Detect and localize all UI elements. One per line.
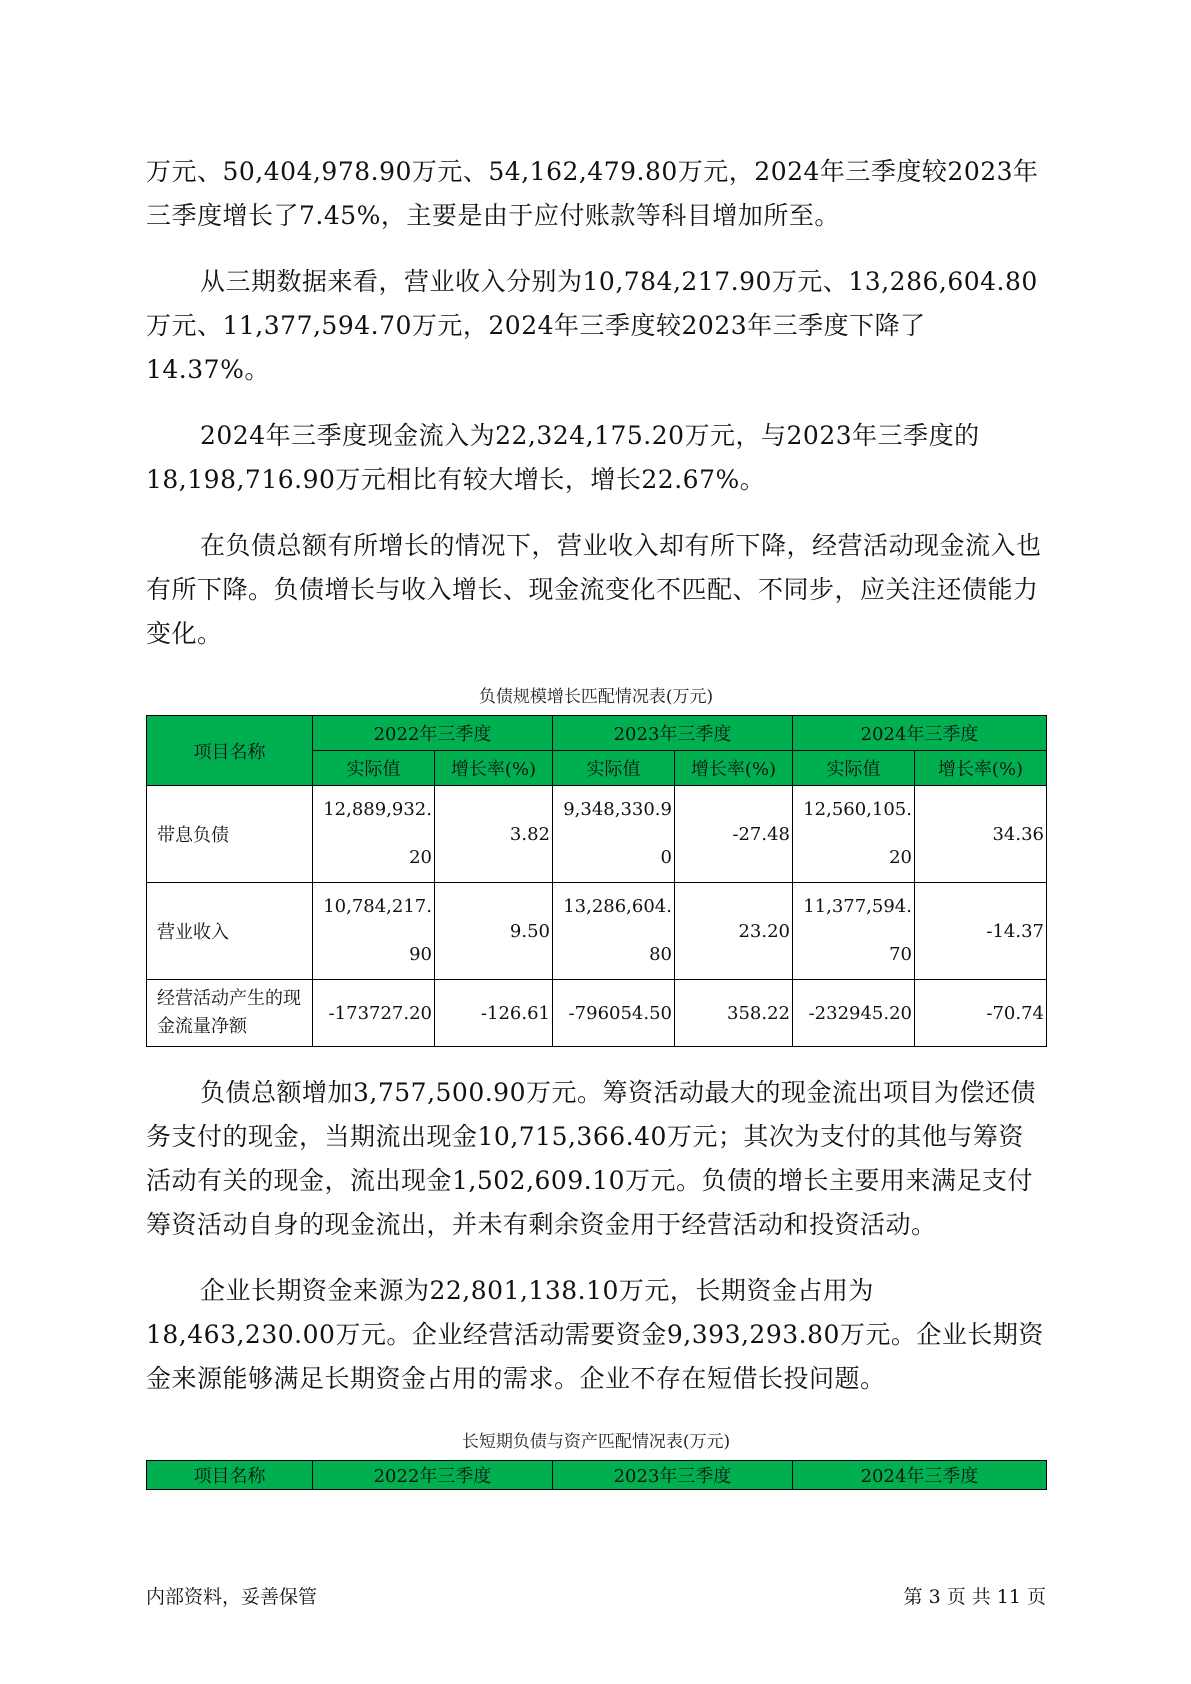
cell-value: -70.74 — [915, 980, 1047, 1047]
cell-value: -27.48 — [675, 786, 793, 883]
page-number: 第 3 页 共 11 页 — [903, 1586, 1046, 1608]
cell-value: 34.36 — [915, 786, 1047, 883]
col-header-period-2: 2023年三季度 — [553, 1461, 793, 1490]
paragraph-1: 万元、50,404,978.90万元、54,162,479.80万元，2024年三季度较2023年三季度增长了7.45%，主要是由于应付账款等科目增加所至。 — [146, 157, 1039, 230]
cell-value: -232945.20 — [793, 980, 915, 1047]
paragraph-3: 2024年三季度现金流入为22,324,175.20万元，与2023年三季度的18,198,716.90万元相比有较大增长，增长22.67%。 — [146, 421, 980, 494]
cell-value: -126.61 — [435, 980, 553, 1047]
cell-value: 9.50 — [435, 883, 553, 980]
debt-growth-table — [146, 715, 1047, 1047]
sub-header-growth: 增长率(%) — [915, 751, 1047, 786]
sub-header-actual: 实际值 — [553, 751, 675, 786]
cell-value: -14.37 — [915, 883, 1047, 980]
term-match-table — [146, 1460, 1047, 1490]
cell-value: 10,784,217.90 — [313, 883, 435, 980]
col-header-period-3: 2024年三季度 — [793, 716, 1047, 751]
sub-header-growth: 增长率(%) — [435, 751, 553, 786]
sub-header-actual: 实际值 — [313, 751, 435, 786]
cell-value: 23.20 — [675, 883, 793, 980]
cell-value: 3.82 — [435, 786, 553, 883]
cell-value: 12,889,932.20 — [313, 786, 435, 883]
table-row — [147, 786, 1047, 883]
paragraph-6: 企业长期资金来源为22,801,138.10万元，长期资金占用为18,463,230.00万元。企业经营活动需要资金9,393,293.80万元。企业长期资金来源能够满足长期资金占用的需求。企业不存在短借长投问题。 — [146, 1276, 1044, 1393]
page-footer — [146, 1582, 1046, 1609]
cell-value: 12,560,105.20 — [793, 786, 915, 883]
row-name: 带息负债 — [147, 786, 313, 883]
cell-value: 11,377,594.70 — [793, 883, 915, 980]
row-name: 营业收入 — [147, 883, 313, 980]
table-row — [147, 883, 1047, 980]
col-header-period-1: 2022年三季度 — [313, 716, 553, 751]
paragraph-5: 负债总额增加3,757,500.90万元。筹资活动最大的现金流出项目为偿还债务支付的现金，当期流出现金10,715,366.40万元；其次为支付的其他与筹资活动有关的现金，流出现金1,502,609.10万元。负债的增长主要用来满足支付筹资活动自身的现金流出，并未有剩余资金用于经营活动和投资活动。 — [146, 1078, 1036, 1239]
table2-caption: 长短期负债与资产匹配情况表(万元) — [461, 1432, 731, 1452]
col-header-period-2: 2023年三季度 — [553, 716, 793, 751]
sub-header-actual: 实际值 — [793, 751, 915, 786]
table1-caption: 负债规模增长匹配情况表(万元) — [478, 687, 714, 707]
col-header-name: 项目名称 — [147, 716, 313, 786]
cell-value: -173727.20 — [313, 980, 435, 1047]
cell-value: 358.22 — [675, 980, 793, 1047]
cell-value: -796054.50 — [553, 980, 675, 1047]
paragraph-4: 在负债总额有所增长的情况下，营业收入却有所下降，经营活动现金流入也有所下降。负债增长与收入增长、现金流变化不匹配、不同步，应关注还债能力变化。 — [146, 531, 1042, 648]
footer-confidential: 内部资料，妥善保管 — [146, 1586, 318, 1608]
table-row — [147, 980, 1047, 1047]
cell-value: 9,348,330.90 — [553, 786, 675, 883]
row-name: 经营活动产生的现金流量净额 — [147, 980, 313, 1047]
cell-value: 13,286,604.80 — [553, 883, 675, 980]
sub-header-growth: 增长率(%) — [675, 751, 793, 786]
col-header-name: 项目名称 — [147, 1461, 313, 1490]
paragraph-2: 从三期数据来看，营业收入分别为10,784,217.90万元、13,286,604.80万元、11,377,594.70万元，2024年三季度较2023年三季度下降了14.37%。 — [146, 267, 1038, 384]
col-header-period-1: 2022年三季度 — [313, 1461, 553, 1490]
page-content — [146, 150, 1046, 1490]
col-header-period-3: 2024年三季度 — [793, 1461, 1047, 1490]
